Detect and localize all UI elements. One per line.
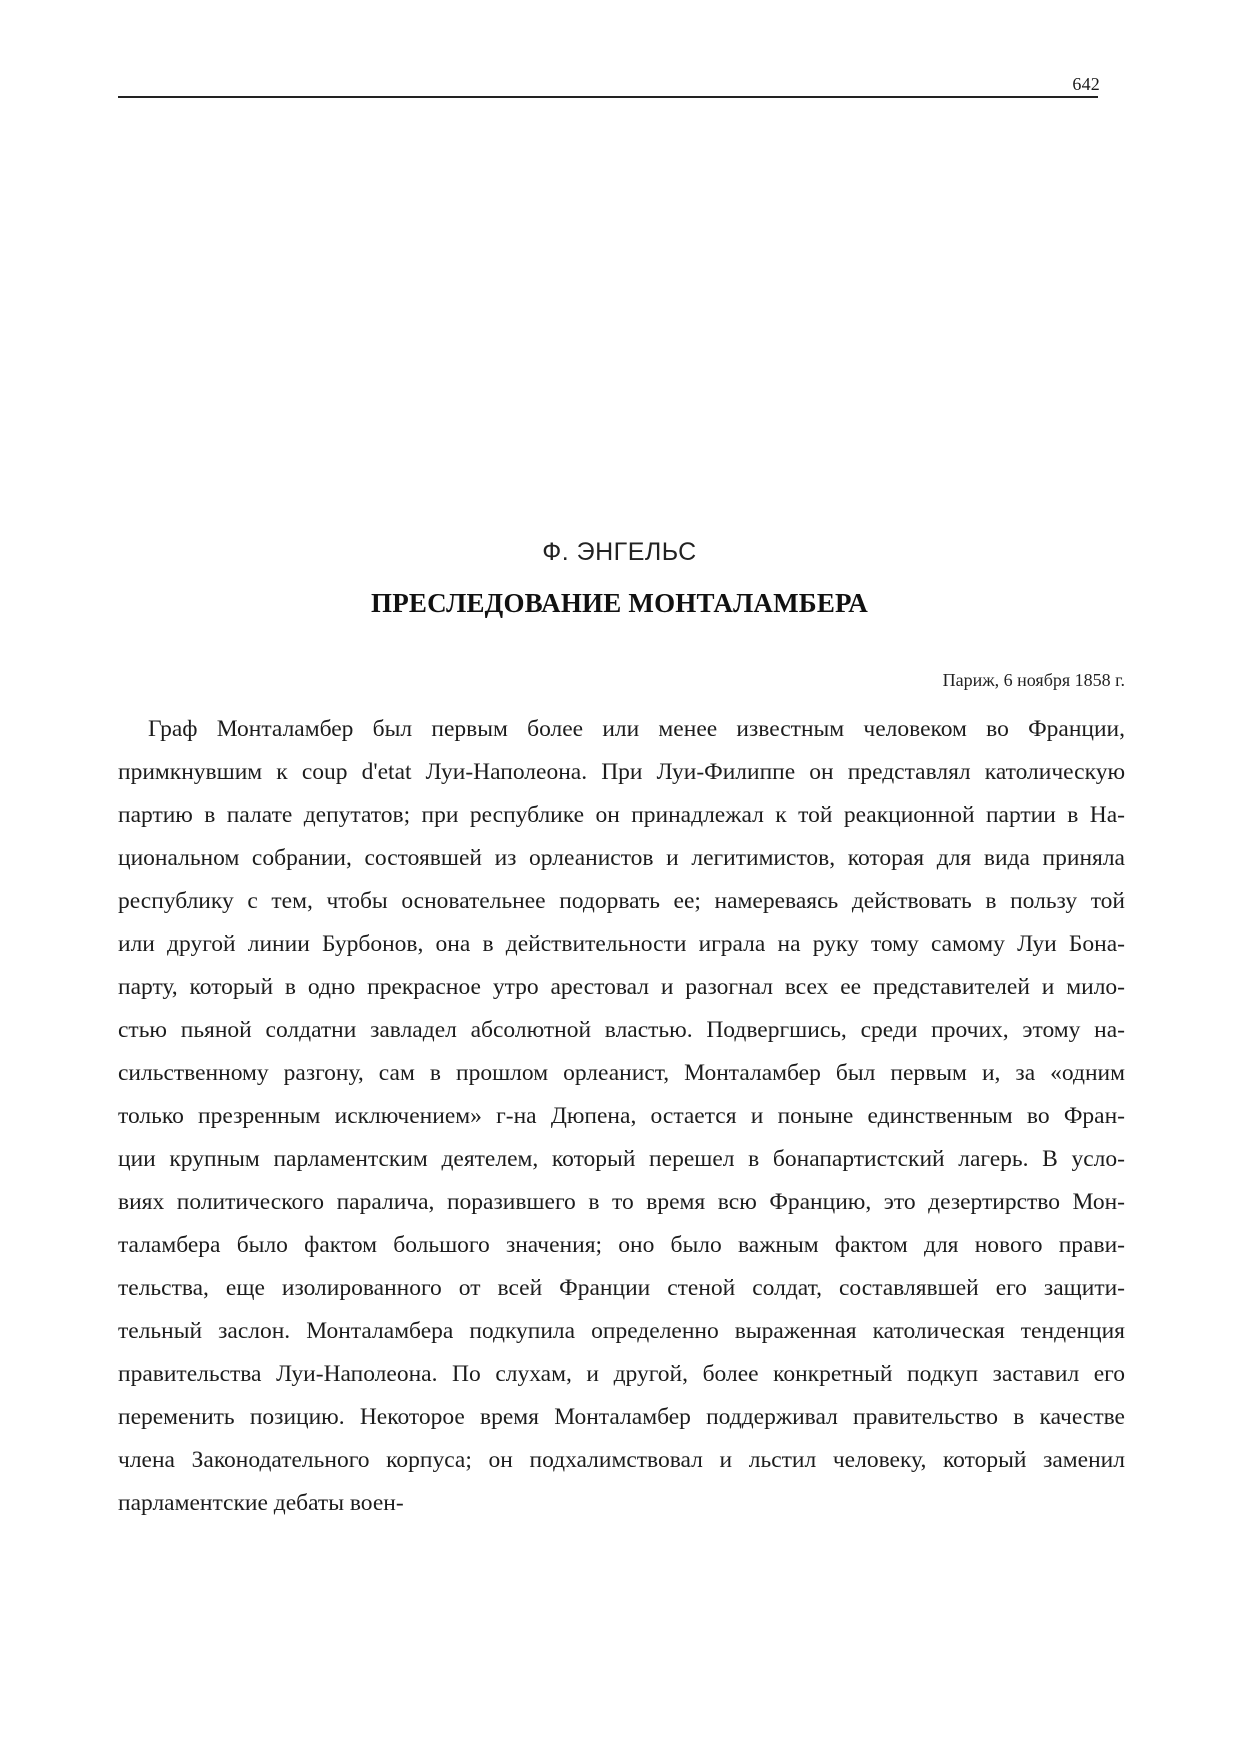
text-line: виях политического паралича, поразившего в то время всю Францию, это дезертирство Мон- (118, 1189, 1125, 1215)
text-line: партию в палате депутатов; при республике он принадлежал к той реакционной партии в На- (118, 802, 1125, 828)
text-line: ции крупным парламентским деятелем, который перешел в бонапартистский лагерь. В усло- (118, 1146, 1125, 1172)
body-text (118, 708, 1125, 1525)
text-line: Граф Монталамбер был первым более или менее известным человеком во Франции, (148, 716, 1125, 742)
author-name: Ф. ЭНГЕЛЬС (542, 538, 697, 566)
text-line: или другой линии Бурбонов, она в действительности играла на руку тому самому Луи Бона- (118, 931, 1125, 957)
text-line: парту, который в одно прекрасное утро арестовал и разогнал всех ее представителей и мило- (118, 974, 1125, 1000)
text-line: стью пьяной солдатни завладел абсолютной властью. Подвергшись, среди прочих, этому на- (118, 1017, 1125, 1043)
text-line: члена Законодательного корпуса; он подхалимствовал и льстил человеку, который заменил (118, 1447, 1125, 1473)
dateline: Париж, 6 ноября 1858 г. (942, 670, 1125, 690)
text-line: переменить позицию. Некоторое время Монталамбер поддерживал правительство в качестве (118, 1404, 1125, 1430)
text-line: тельный заслон. Монталамбера подкупила определенно выраженная католическая тенденция (118, 1318, 1125, 1344)
text-line: парламентские дебаты воен- (118, 1490, 404, 1516)
header-rule (118, 96, 1098, 98)
text-line: таламбера было фактом большого значения; оно было важным фактом для нового прави- (118, 1232, 1125, 1258)
text-line: сильственному разгону, сам в прошлом орлеанист, Монталамбер был первым и, за «одним (118, 1060, 1125, 1086)
text-line: примкнувшим к coup d'etat Луи-Наполеона. При Луи-Филиппе он представлял католическую (118, 759, 1125, 785)
text-line: республику с тем, чтобы основательнее подорвать ее; намереваясь действовать в пользу той (118, 888, 1125, 914)
text-line: правительства Луи-Наполеона. По слухам, и другой, более конкретный подкуп заставил его (118, 1361, 1125, 1387)
page-number: 642 (1072, 74, 1100, 94)
text-line: только презренным исключением» г-на Дюпена, остается и поныне единственным во Фран- (118, 1103, 1125, 1129)
text-line: циональном собрании, состоявшей из орлеанистов и легитимистов, которая для вида приняла (118, 845, 1125, 871)
text-line: тельства, еще изолированного от всей Франции стеной солдат, составлявшей его защити- (118, 1275, 1125, 1301)
article-title: ПРЕСЛЕДОВАНИЕ МОНТАЛАМБЕРА (371, 588, 868, 618)
